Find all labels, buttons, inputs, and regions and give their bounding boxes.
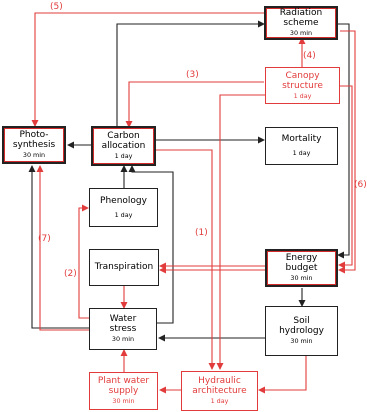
node-mortality-name: Mortality	[281, 134, 322, 145]
node-soil-hydrology	[265, 306, 338, 356]
arrow-2-waterstress-to-phenology	[79, 208, 89, 318]
node-plant-water-supply-name-2: supply	[108, 386, 139, 397]
arrow-canopy-to-energy	[339, 86, 352, 265]
node-mortality-sub: 1 day	[292, 149, 311, 158]
node-carbon-allocation	[91, 126, 156, 166]
node-canopy-structure-sub: 1 day	[293, 91, 312, 100]
node-photosynthesis	[2, 126, 66, 164]
node-plant-water-supply-name-1: Plant water	[97, 376, 150, 387]
node-photosynthesis-name-1: Photo-	[19, 130, 49, 141]
node-hydraulic-architecture	[181, 371, 258, 411]
node-plant-water-supply-sub: 30 min	[112, 397, 135, 406]
node-water-stress-name-2: stress	[109, 324, 137, 335]
node-radiation-scheme-name-1: Radiation	[279, 8, 323, 19]
node-phenology	[89, 188, 158, 227]
node-transpiration-name: Transpiration	[94, 262, 154, 273]
label-3: (3)	[186, 70, 199, 80]
node-hydraulic-architecture-name-1: Hydraulic	[198, 376, 241, 387]
node-canopy-structure-name-1: Canopy	[285, 70, 320, 81]
label-6: (6)	[354, 180, 367, 190]
arrow-canopy-to-hydraulic	[220, 95, 266, 369]
node-phenology-name: Phenology	[100, 195, 147, 206]
node-photosynthesis-name-2: synthesis	[12, 140, 56, 151]
node-radiation-scheme-sub: 30 min	[289, 29, 313, 38]
arrow-5-to-photo	[35, 13, 264, 126]
node-canopy-structure	[265, 67, 340, 104]
node-radiation-scheme-name-2: scheme	[283, 18, 319, 29]
node-energy-budget-name-1: Energy	[285, 253, 318, 264]
node-carbon-allocation-name-2: allocation	[101, 141, 146, 152]
arrow-3-canopy-to-carbon	[129, 82, 264, 127]
label-2: (2)	[64, 269, 77, 279]
node-energy-budget-name-2: budget	[285, 263, 318, 274]
node-plant-water-supply	[89, 372, 158, 410]
node-water-stress	[89, 308, 157, 350]
node-mortality	[265, 127, 338, 165]
node-soil-hydrology-name-1: Soil	[293, 316, 310, 327]
arrow-6-radiation-to-energy	[339, 31, 355, 270]
arrow-1-carbon-to-hydraulic	[156, 150, 212, 369]
node-canopy-structure-name-2: structure	[282, 80, 323, 91]
node-photosynthesis-sub: 30 min	[22, 151, 46, 160]
label-7: (7)	[38, 234, 51, 244]
node-soil-hydrology-sub: 30 min	[290, 337, 313, 346]
node-carbon-allocation-name-1: Carbon	[107, 131, 140, 142]
node-carbon-allocation-sub: 1 day	[114, 152, 133, 161]
label-4: (4)	[303, 51, 316, 61]
node-water-stress-sub: 30 min	[111, 335, 135, 344]
node-water-stress-name-1: Water	[109, 314, 137, 325]
node-hydraulic-architecture-sub: 1 day	[210, 397, 229, 406]
arrow-7-waterstress-to-photo	[40, 166, 89, 330]
node-energy-budget	[265, 249, 338, 287]
label-5: (5)	[50, 2, 63, 12]
node-radiation-scheme	[264, 6, 338, 40]
node-phenology-sub: 1 day	[114, 210, 133, 219]
node-soil-hydrology-name-2: hydrology	[279, 326, 324, 337]
node-energy-budget-sub: 30 min	[290, 274, 313, 283]
arrow-soil-to-hydraulic	[259, 356, 306, 390]
node-transpiration	[89, 249, 159, 286]
node-hydraulic-architecture-name-2: architecture	[192, 386, 247, 397]
label-1: (1)	[195, 228, 208, 238]
